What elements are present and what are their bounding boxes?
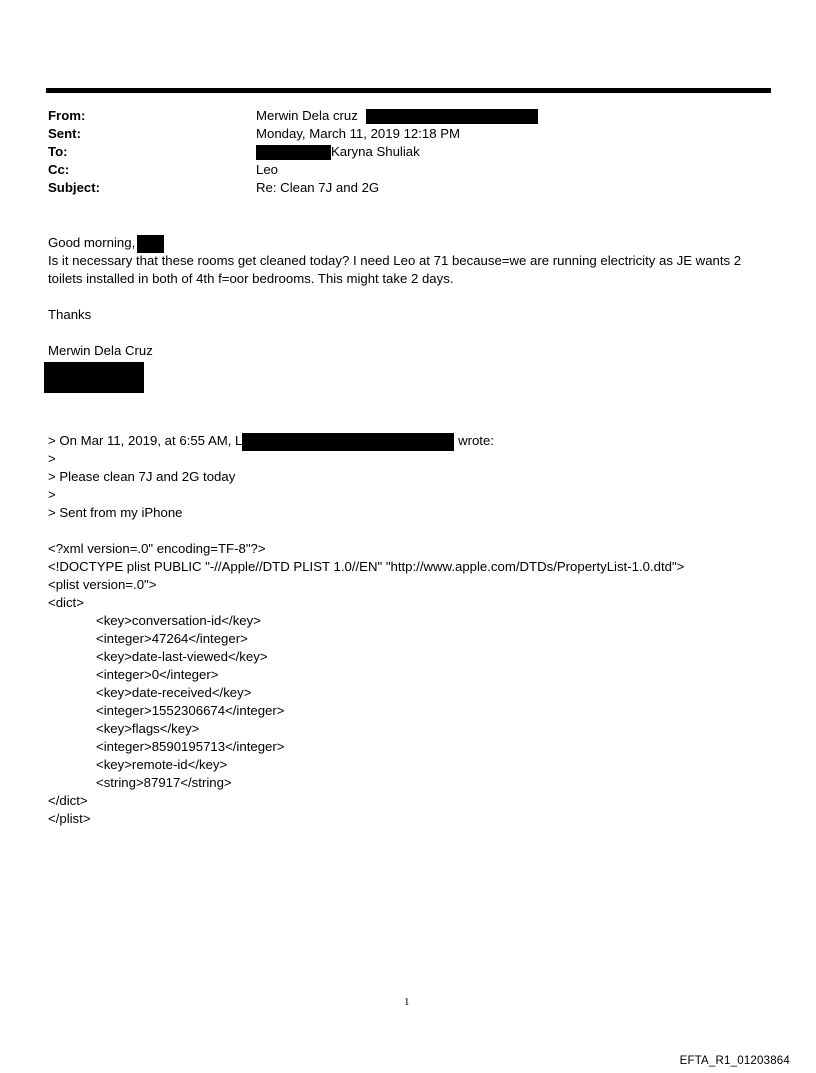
xml-line: <integer>1552306674</integer> [96,703,285,718]
xml-line: <!DOCTYPE plist PUBLIC "-//Apple//DTD PLIST 1.0//EN" "http://www.apple.com/DTDs/PropertyList-1.0.dtd"> [48,559,685,574]
from-value [256,107,538,125]
xml-line: <integer>8590195713</integer> [96,739,285,754]
xml-line: <?xml version=.0" encoding=TF-8"?> [48,541,266,556]
sent-label: Sent: [48,126,81,141]
xml-line: <key>conversation-id</key> [96,613,261,628]
xml-line: <key>flags</key> [96,721,200,736]
email-header [48,107,748,199]
body-line-2: toilets installed in both of 4th f=oor bedrooms. This might take 2 days. [48,271,454,286]
subject-value: Re: Clean 7J and 2G [256,180,380,195]
quoted-blank-2: > [48,487,56,502]
quoted-sent-from: > Sent from my iPhone [48,505,183,520]
to-name: Karyna Shuliak [331,144,420,159]
redaction-box [366,109,538,124]
cc-value: Leo [256,162,279,177]
xml-line: <key>date-last-viewed</key> [96,649,268,664]
greeting: Good morning, [48,235,136,250]
redaction-box [256,145,331,160]
cc-label: Cc: [48,162,70,177]
redaction-box [44,362,144,393]
quoted-on-line [48,432,494,451]
to-label: To: [48,144,68,159]
xml-line: <key>date-received</key> [96,685,252,700]
subject-label: Subject: [48,180,101,195]
signature: Merwin Dela Cruz [48,343,153,358]
from-label: From: [48,108,86,123]
xml-line: <integer>0</integer> [96,667,219,682]
document-id: EFTA_R1_01203864 [679,1055,790,1067]
plist-xml [48,540,684,828]
body-line-1: Is it necessary that these rooms get cleaned today? I need Leo at 71 because=we are running electricity as JE wants 2 [48,253,742,268]
xml-line: <dict> [48,595,84,610]
xml-line: </dict> [48,793,88,808]
from-name: Merwin Dela cruz [256,108,358,123]
redaction-box [137,235,164,253]
xml-line: <string>87917</string> [96,775,232,790]
quoted-blank-1: > [48,451,56,466]
quoted-on-suffix: wrote: [458,433,494,448]
xml-line: <plist version=.0"> [48,577,157,592]
xml-line: </plist> [48,811,91,826]
quoted-on-prefix: > On Mar 11, 2019, at 6:55 AM, L [48,433,243,448]
xml-line: <key>remote-id</key> [96,757,228,772]
header-rule [46,88,771,93]
to-value [256,143,420,161]
xml-line: <integer>47264</integer> [96,631,248,646]
sent-value: Monday, March 11, 2019 12:18 PM [256,126,461,141]
page-number: 1 [404,996,410,1008]
redaction-box [242,433,454,451]
greeting-line [48,234,164,253]
thanks: Thanks [48,307,92,322]
quoted-please: > Please clean 7J and 2G today [48,469,236,484]
